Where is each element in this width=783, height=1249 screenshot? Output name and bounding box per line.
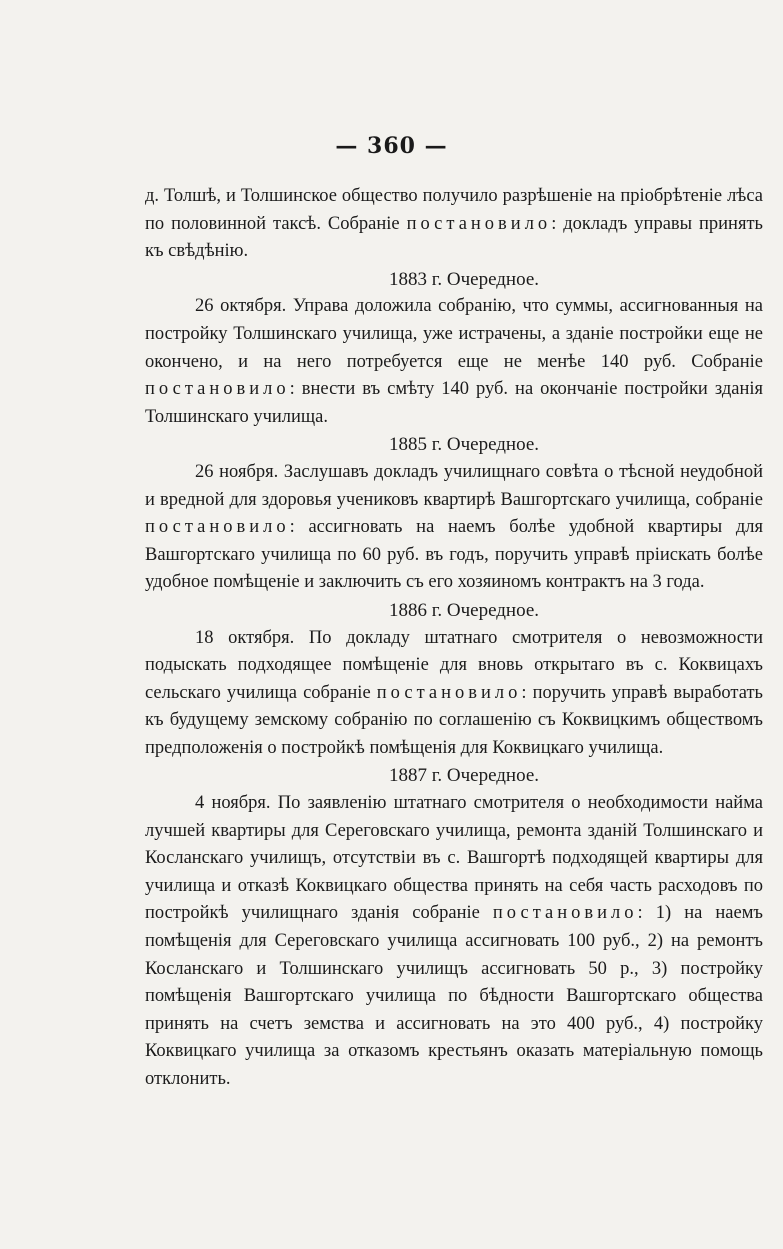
section-text-before: 26 октября. Управа доложила собранію, что суммы, ассигнованныя на постройку Толшинскаго училища, уже истрачены, а зданіе постройки еще не окончено, и на него потребуется еще не менѣе 140 руб. Собраніе [145, 296, 763, 372]
intro-paragraph [145, 183, 763, 266]
section-paragraph-1886 [145, 625, 763, 763]
section-heading-1886: 1886 г. Очередное. [388, 599, 540, 621]
section-text-after: : ассигновать на наемъ болѣе удобной квартиры для Вашгортскаго училища по 60 руб. въ годъ, поручить управѣ пріискать болѣе удобное помѣщеніе и заключить съ его хозяиномъ контрактъ на 3 года. [145, 517, 763, 593]
section-resolution-word: постановило [376, 682, 522, 703]
section-text-before: 18 октября. По докладу штатнаго смотрителя о невозможности подыскать подходящее помѣщеніе для вновь открытаго въ с. Коквицахъ сельскаго училища собраніе [145, 627, 763, 703]
intro-text-before: д. Толшѣ, и Толшинское общество получило разрѣшеніе на пріобрѣтеніе лѣса по половинной таксѣ. Собраніе [145, 186, 763, 234]
section-heading-1887: 1887 г. Очередное. [388, 765, 540, 787]
section-heading-1883: 1883 г. Очередное. [388, 268, 540, 290]
section-paragraph-1887 [145, 790, 763, 1094]
intro-resolution-word: постановило [406, 213, 552, 234]
page-number: — 360 — [335, 133, 448, 159]
section-text-after: : поручить управѣ выработать къ будущему земскому собранію по соглашенію съ Коквицкимъ обществомъ предположенія о постройкѣ помѣщенія для Коквицкаго училища. [145, 682, 763, 758]
section-resolution-word: постановило [145, 379, 290, 400]
document-body [145, 183, 763, 1094]
section-heading-1885: 1885 г. Очередное. [388, 434, 540, 456]
section-text-after: : внести въ смѣту 140 руб. на окончаніе постройки зданія Толшинскаго училища. [145, 379, 763, 427]
section-resolution-word: постановило [145, 517, 290, 538]
section-paragraph-1885 [145, 459, 763, 597]
section-text-after: : 1) на наемъ помѣщенія для Сереговскаго училища ассигновать 100 руб., 2) на ремонтъ Косланскаго и Толшинскаго училищъ ассигновать 50 р., 3) постройку помѣщенія Вашгортскаго училища по бѣдности Вашгортскаго общества принять на счетъ земства и ассигновать на это 400 руб., 4) постройку Коквицкаго училища за отказомъ крестьянъ оказать матеріальную помощь отклонить. [145, 903, 763, 1089]
section-text-before: 26 ноября. Заслушавъ докладъ училищнаго совѣта о тѣсной неудобной и вредной для здоровья учениковъ квартирѣ Вашгортскаго училища, собраніе [145, 461, 763, 510]
section-text-before: 4 ноября. По заявленію штатнаго смотрителя о необходимости найма лучшей квартиры для Сереговскаго училища, ремонта зданій Толшинскаго и Косланскаго училищъ, отсутствіи въ с. Вашгортѣ подходящей квартиры для училища и отказѣ Коквицкаго общества принять на себя часть расходовъ по постройкѣ училищнаго зданія собраніе [145, 793, 763, 924]
section-resolution-word: постановило [492, 903, 638, 924]
intro-text-after: : докладъ управы принять къ свѣдѣнію. [145, 213, 763, 262]
section-paragraph-1883 [145, 293, 763, 431]
